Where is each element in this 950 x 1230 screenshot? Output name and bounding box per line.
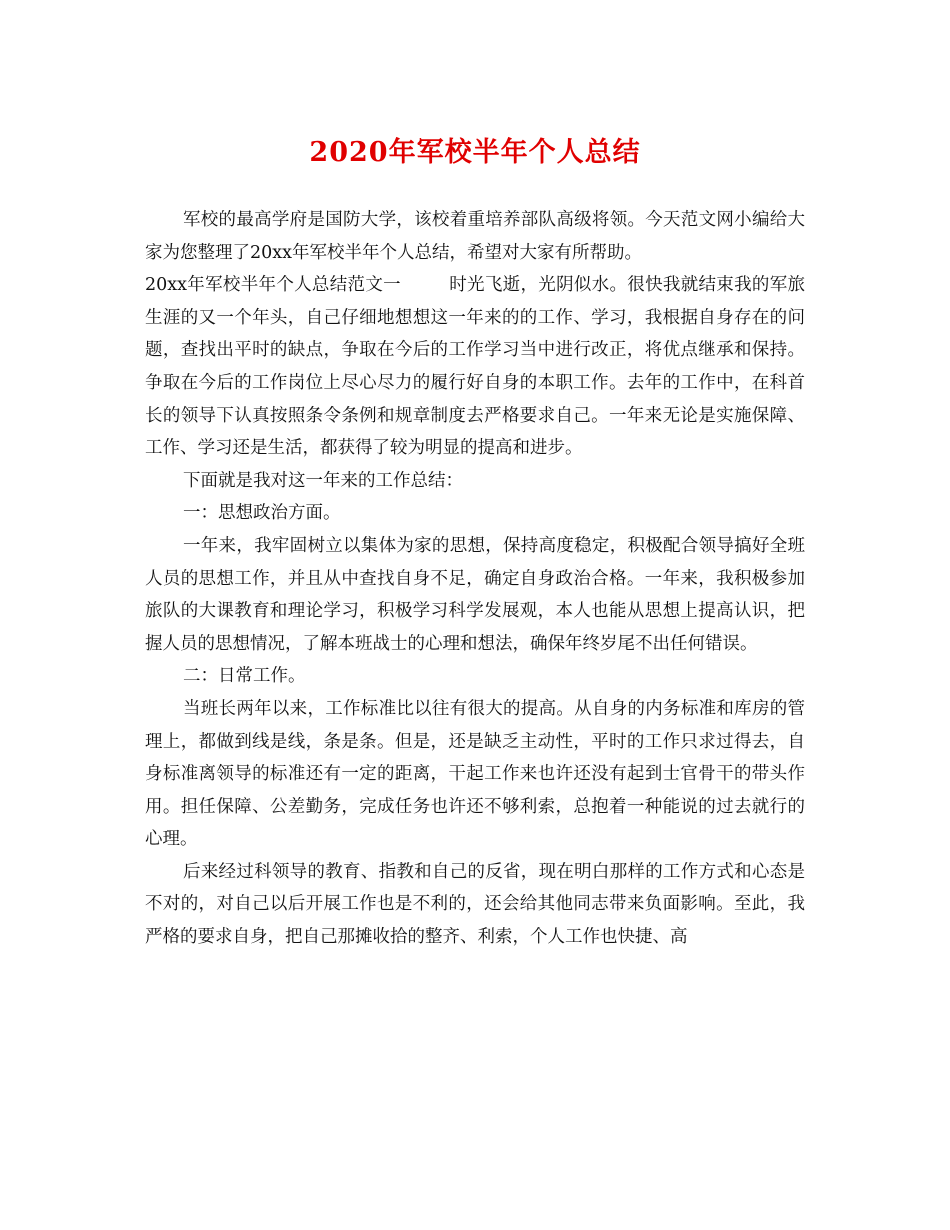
sample-heading: 20xx年军校半年个人总结范文一 xyxy=(145,275,401,296)
document-body xyxy=(145,204,805,954)
paragraph-daily-work: 当班长两年以来，工作标准比以往有很大的提高。从自身的内务标准和库房的管理上，都做到线是线，条是条。但是，还是缺乏主动性，平时的工作只求过得去，自身标准离领导的标准还有一定的距离，干起工作来也许还没有起到士官骨干的带头作用。担任保障、公差勤务，完成任务也许还不够利索，总抱着一种能说的过去就行的心理。 xyxy=(145,698,805,850)
section-heading-daily-work: 二：日常工作。 xyxy=(183,666,306,687)
paragraph-summary-intro: 下面就是我对这一年来的工作总结： xyxy=(183,470,463,491)
paragraph-sample-one xyxy=(145,269,805,465)
paragraph-reflection: 后来经过科领导的教育、指教和自己的反省，现在明白那样的工作方式和心态是不对的，对自己以后开展工作也是不利的，还会给其他同志带来负面影响。至此，我严格的要求自身，把自己那摊收拾的整齐、利索，个人工作也快捷、高 xyxy=(145,861,805,948)
document-title: 2020年军校半年个人总结 xyxy=(309,137,641,168)
sample-one-text: 时光飞逝，光阴似水。很快我就结束我的军旅生涯的又一个年头，自己仔细地想想这一年来的的工作、学习，我根据自身存在的问题，查找出平时的缺点，争取在今后的工作学习当中进行改正，将优点继承和保持。争取在今后的工作岗位上尽心尽力的履行好自身的本职工作。去年的工作中，在科首长的领导下认真按照条令条例和规章制度去严格要求自己。一年来无论是实施保障、工作、学习还是生活，都获得了较为明显的提高和进步。 xyxy=(145,275,806,459)
section-heading-ideology: 一：思想政治方面。 xyxy=(183,503,341,524)
paragraph-ideology: 一年来，我牢固树立以集体为家的思想，保持高度稳定，积极配合领导搞好全班人员的思想工作，并且从中查找自身不足，确定自身政治合格。一年来，我积极参加旅队的大课教育和理论学习，积极学习科学发展观，本人也能从思想上提高认识，把握人员的思想情况，了解本班战士的心理和想法，确保年终岁尾不出任何错误。 xyxy=(145,535,805,654)
paragraph-intro: 军校的最高学府是国防大学，该校着重培养部队高级将领。今天范文网小编给大家为您整理了20xx年军校半年个人总结，希望对大家有所帮助。 xyxy=(145,210,805,263)
